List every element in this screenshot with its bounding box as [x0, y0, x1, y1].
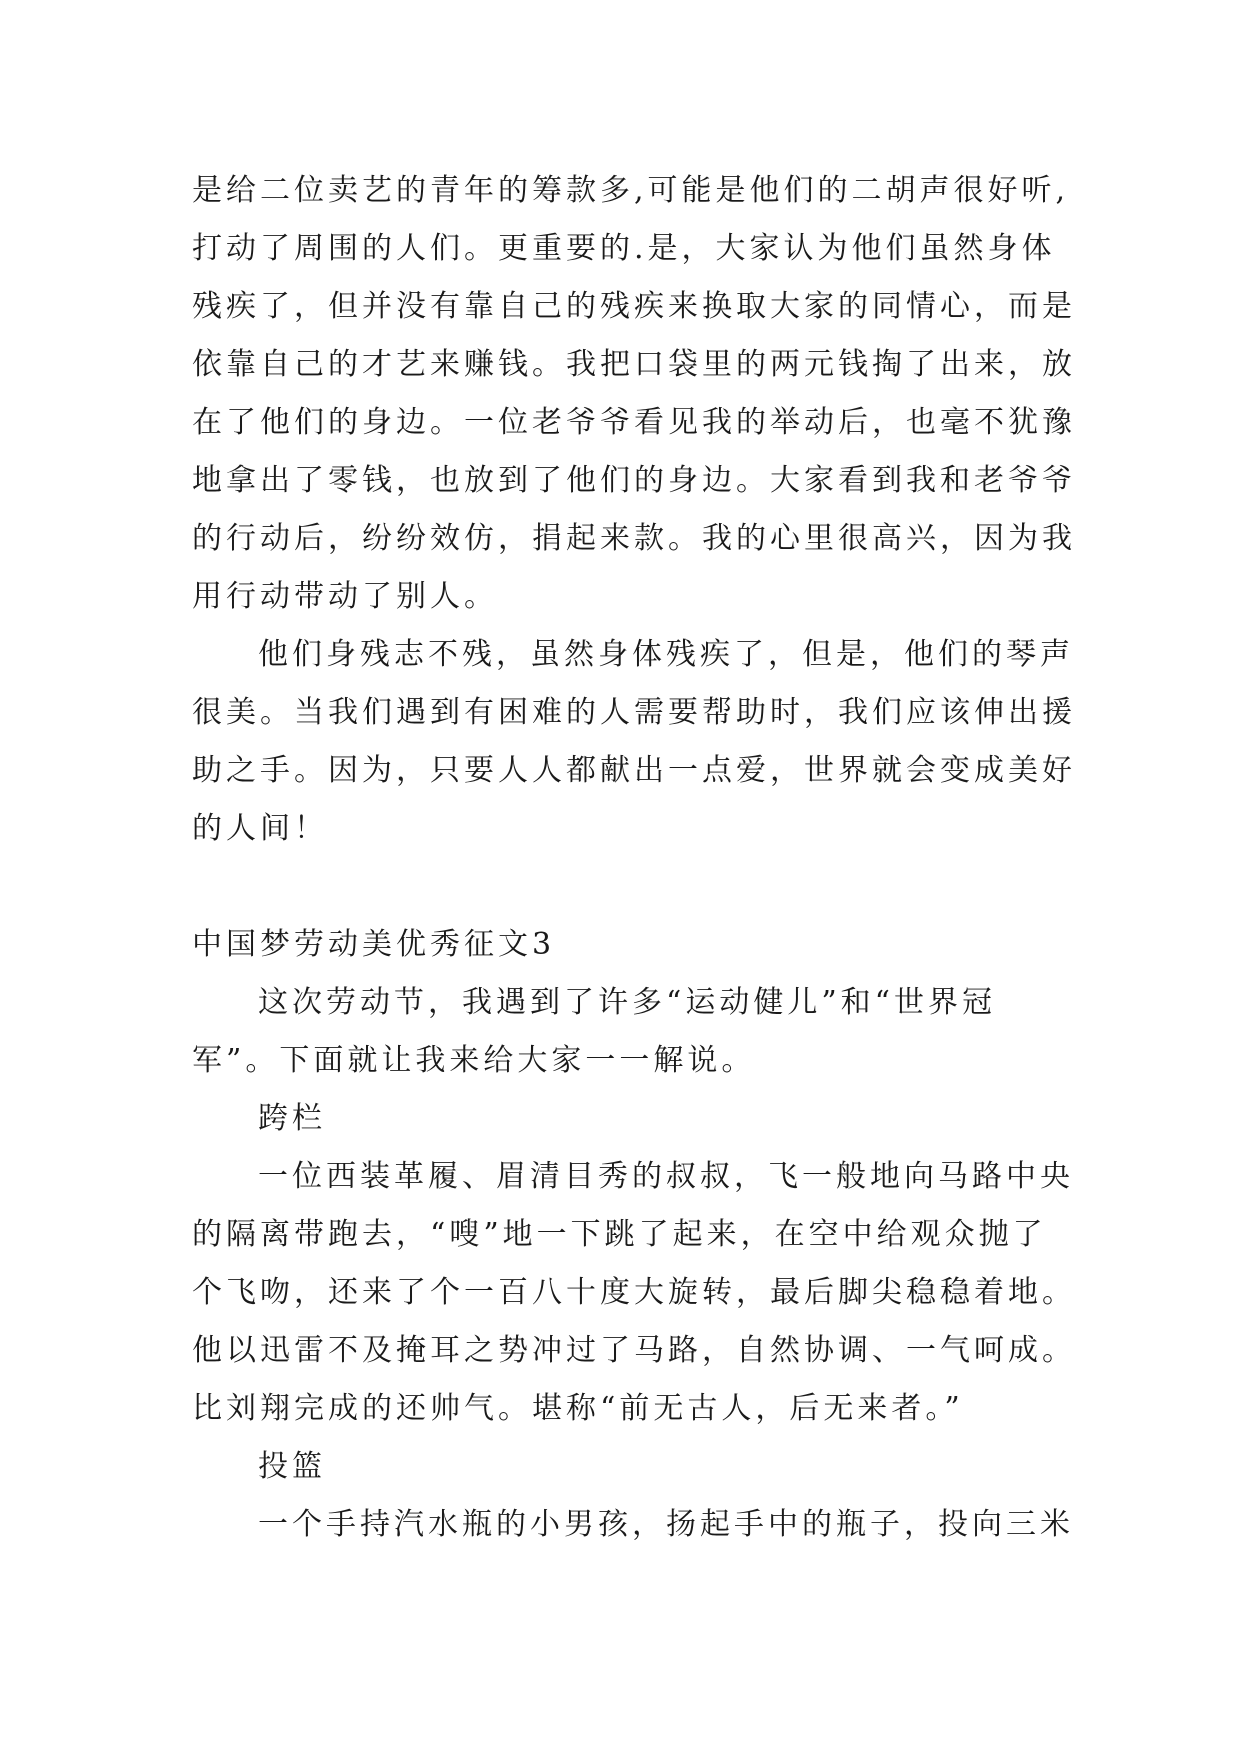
subheading: 跨栏: [258, 1101, 326, 1136]
body-text-line: 军”。下面就让我来给大家一一解说。: [192, 1043, 756, 1078]
body-text-line: 依靠自己的才艺来赚钱。我把口袋里的两元钱掏了出来，放: [192, 347, 1076, 382]
body-text-line: 个飞吻，还来了个一百八十度大旋转，最后脚尖稳稳着地。: [192, 1275, 1076, 1310]
body-text-line: 比刘翔完成的还帅气。堪称“前无古人，后无来者。”: [192, 1391, 964, 1426]
paragraph-start-line: 他们身残志不残，虽然身体残疾了，但是，他们的琴声: [258, 637, 1074, 672]
body-text-line: 的人间！: [192, 811, 328, 846]
section-title: 中国梦劳动美优秀征文3: [192, 927, 556, 962]
paragraph-start-line: 一位西装革履、眉清目秀的叔叔，飞一般地向马路中央: [258, 1159, 1074, 1194]
body-text-line: 他以迅雷不及掩耳之势冲过了马路，自然协调、一气呵成。: [192, 1333, 1076, 1368]
body-text-line: 用行动带动了别人。: [192, 579, 498, 614]
body-text-line: 打动了周围的人们。更重要的.是，大家认为他们虽然身体: [192, 231, 1056, 266]
body-text-line: 的行动后，纷纷效仿，捐起来款。我的心里很高兴，因为我: [192, 521, 1076, 556]
body-text-line: 地拿出了零钱，也放到了他们的身边。大家看到我和老爷爷: [192, 463, 1076, 498]
subheading: 投篮: [258, 1449, 326, 1484]
body-text-line: 很美。当我们遇到有困难的人需要帮助时，我们应该伸出援: [192, 695, 1076, 730]
body-text-line: 的隔离带跑去，“嗖”地一下跳了起来，在空中给观众抛了: [192, 1217, 1047, 1252]
body-text-line: 在了他们的身边。一位老爷爷看见我的举动后，也毫不犹豫: [192, 405, 1076, 440]
body-text-line: 残疾了，但并没有靠自己的残疾来换取大家的同情心，而是: [192, 289, 1076, 324]
paragraph-start-line: 一个手持汽水瓶的小男孩，扬起手中的瓶子，投向三米: [258, 1507, 1074, 1542]
paragraph-start-line: 这次劳动节，我遇到了许多“运动健儿”和“世界冠: [258, 985, 997, 1020]
body-text-line: 助之手。因为，只要人人都献出一点爱，世界就会变成美好: [192, 753, 1076, 788]
body-text-line: 是给二位卖艺的青年的筹款多,可能是他们的二胡声很好听,: [192, 173, 1070, 208]
